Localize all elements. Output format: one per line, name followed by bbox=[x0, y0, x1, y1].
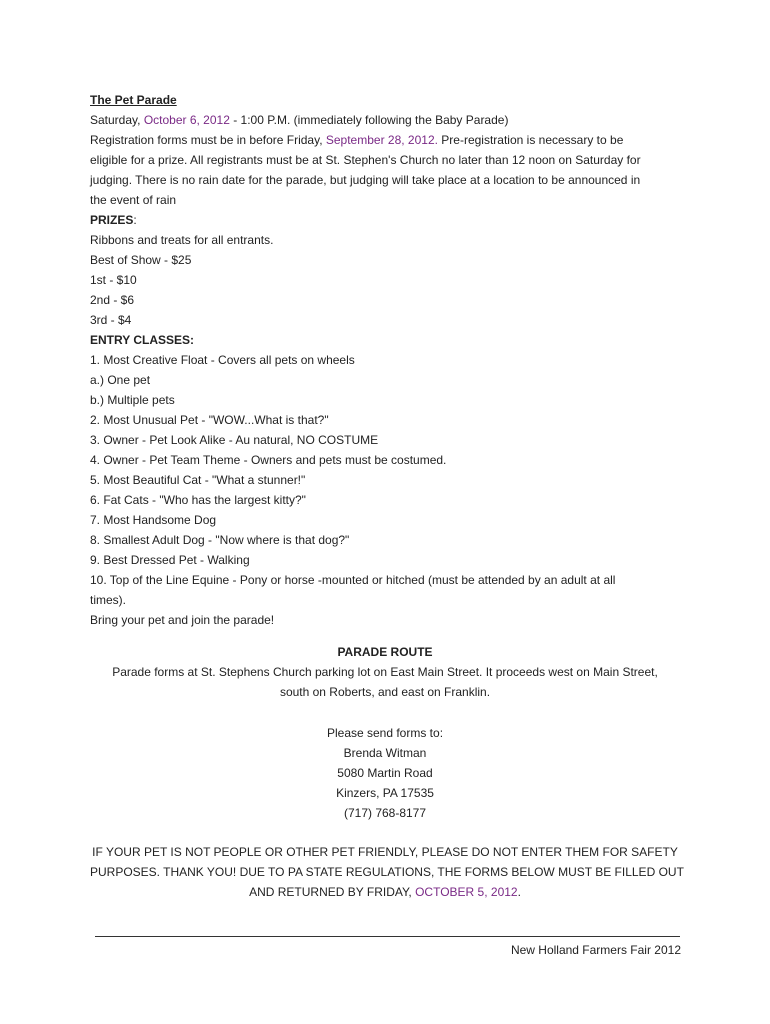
return-date: OCTOBER 5, 2012 bbox=[415, 885, 518, 899]
footer-text: New Holland Farmers Fair 2012 bbox=[510, 943, 681, 957]
contact-street: 5080 Martin Road bbox=[337, 766, 433, 780]
closing-line: Bring your pet and join the parade! bbox=[90, 613, 275, 627]
route-line: south on Roberts, and east on Franklin. bbox=[279, 685, 491, 699]
entry-class-item: 3. Owner - Pet Look Alike - Au natural, NO COSTUME bbox=[90, 433, 379, 447]
entry-class-item: 7. Most Handsome Dog bbox=[90, 513, 217, 527]
contact-name: Brenda Witman bbox=[343, 746, 427, 760]
entry-class-item: b.) Multiple pets bbox=[90, 393, 175, 407]
warning-section bbox=[90, 842, 684, 902]
section-title: The Pet Parade bbox=[90, 93, 177, 107]
warning-line: PURPOSES. THANK YOU! DUE TO PA STATE REGULATIONS, THE FORMS BELOW MUST BE FILLED OUT bbox=[90, 865, 684, 879]
registration-line: Registration forms must be in before Friday, September 28, 2012. Pre-registration is necessary to be bbox=[90, 133, 624, 147]
contact-city: Kinzers, PA 17535 bbox=[336, 786, 434, 800]
route-heading: PARADE ROUTE bbox=[337, 645, 433, 659]
prize-item: 1st - $10 bbox=[90, 273, 137, 287]
warning-line: AND RETURNED BY FRIDAY, OCTOBER 5, 2012. bbox=[249, 885, 521, 899]
paragraph-line: eligible for a prize. All registrants must be at St. Stephen's Church no later than 12 noon on Saturday for bbox=[90, 153, 641, 167]
entry-class-item: 1. Most Creative Float - Covers all pets on wheels bbox=[90, 353, 355, 367]
prizes-heading: PRIZES: bbox=[90, 213, 137, 227]
parade-date-line: Saturday, October 6, 2012 - 1:00 P.M. (immediately following the Baby Parade) bbox=[90, 113, 509, 127]
paragraph-line: the event of rain bbox=[90, 193, 177, 207]
parade-date: October 6, 2012 bbox=[143, 113, 230, 127]
route-line: Parade forms at St. Stephens Church parking lot on East Main Street. It proceeds west on Main Street, bbox=[112, 665, 658, 679]
entry-class-item: 8. Smallest Adult Dog - "Now where is that dog?" bbox=[90, 533, 350, 547]
paragraph-line: judging. There is no rain date for the parade, but judging will take place at a location to be announced in bbox=[90, 173, 641, 187]
entry-class-item: 9. Best Dressed Pet - Walking bbox=[90, 553, 250, 567]
entry-class-item: a.) One pet bbox=[90, 373, 151, 387]
prize-item: Best of Show - $25 bbox=[90, 253, 192, 267]
entry-class-item: 2. Most Unusual Pet - "WOW...What is that?" bbox=[90, 413, 329, 427]
contact-phone: (717) 768-8177 bbox=[343, 806, 427, 820]
send-forms-section bbox=[90, 723, 680, 823]
entry-class-item: 6. Fat Cats - "Who has the largest kitty?" bbox=[90, 493, 306, 507]
entry-class-item: 5. Most Beautiful Cat - "What a stunner!" bbox=[90, 473, 306, 487]
registration-date: September 28, 2012. bbox=[325, 133, 438, 147]
entry-class-item: times). bbox=[90, 593, 126, 607]
warning-line: IF YOUR PET IS NOT PEOPLE OR OTHER PET FRIENDLY, PLEASE DO NOT ENTER THEM FOR SAFETY bbox=[92, 845, 678, 859]
prize-item: 2nd - $6 bbox=[90, 293, 135, 307]
entry-classes-heading: ENTRY CLASSES: bbox=[90, 333, 195, 347]
entry-class-item: 4. Owner - Pet Team Theme - Owners and pets must be costumed. bbox=[90, 453, 447, 467]
send-forms-label: Please send forms to: bbox=[326, 726, 444, 740]
prize-item: 3rd - $4 bbox=[90, 313, 132, 327]
entry-class-item: 10. Top of the Line Equine - Pony or horse -mounted or hitched (must be attended by an adult at all bbox=[90, 573, 616, 587]
prize-item: Ribbons and treats for all entrants. bbox=[90, 233, 274, 247]
parade-route-section bbox=[90, 642, 680, 702]
footer-divider bbox=[95, 936, 680, 937]
pet-parade-section bbox=[90, 90, 690, 630]
